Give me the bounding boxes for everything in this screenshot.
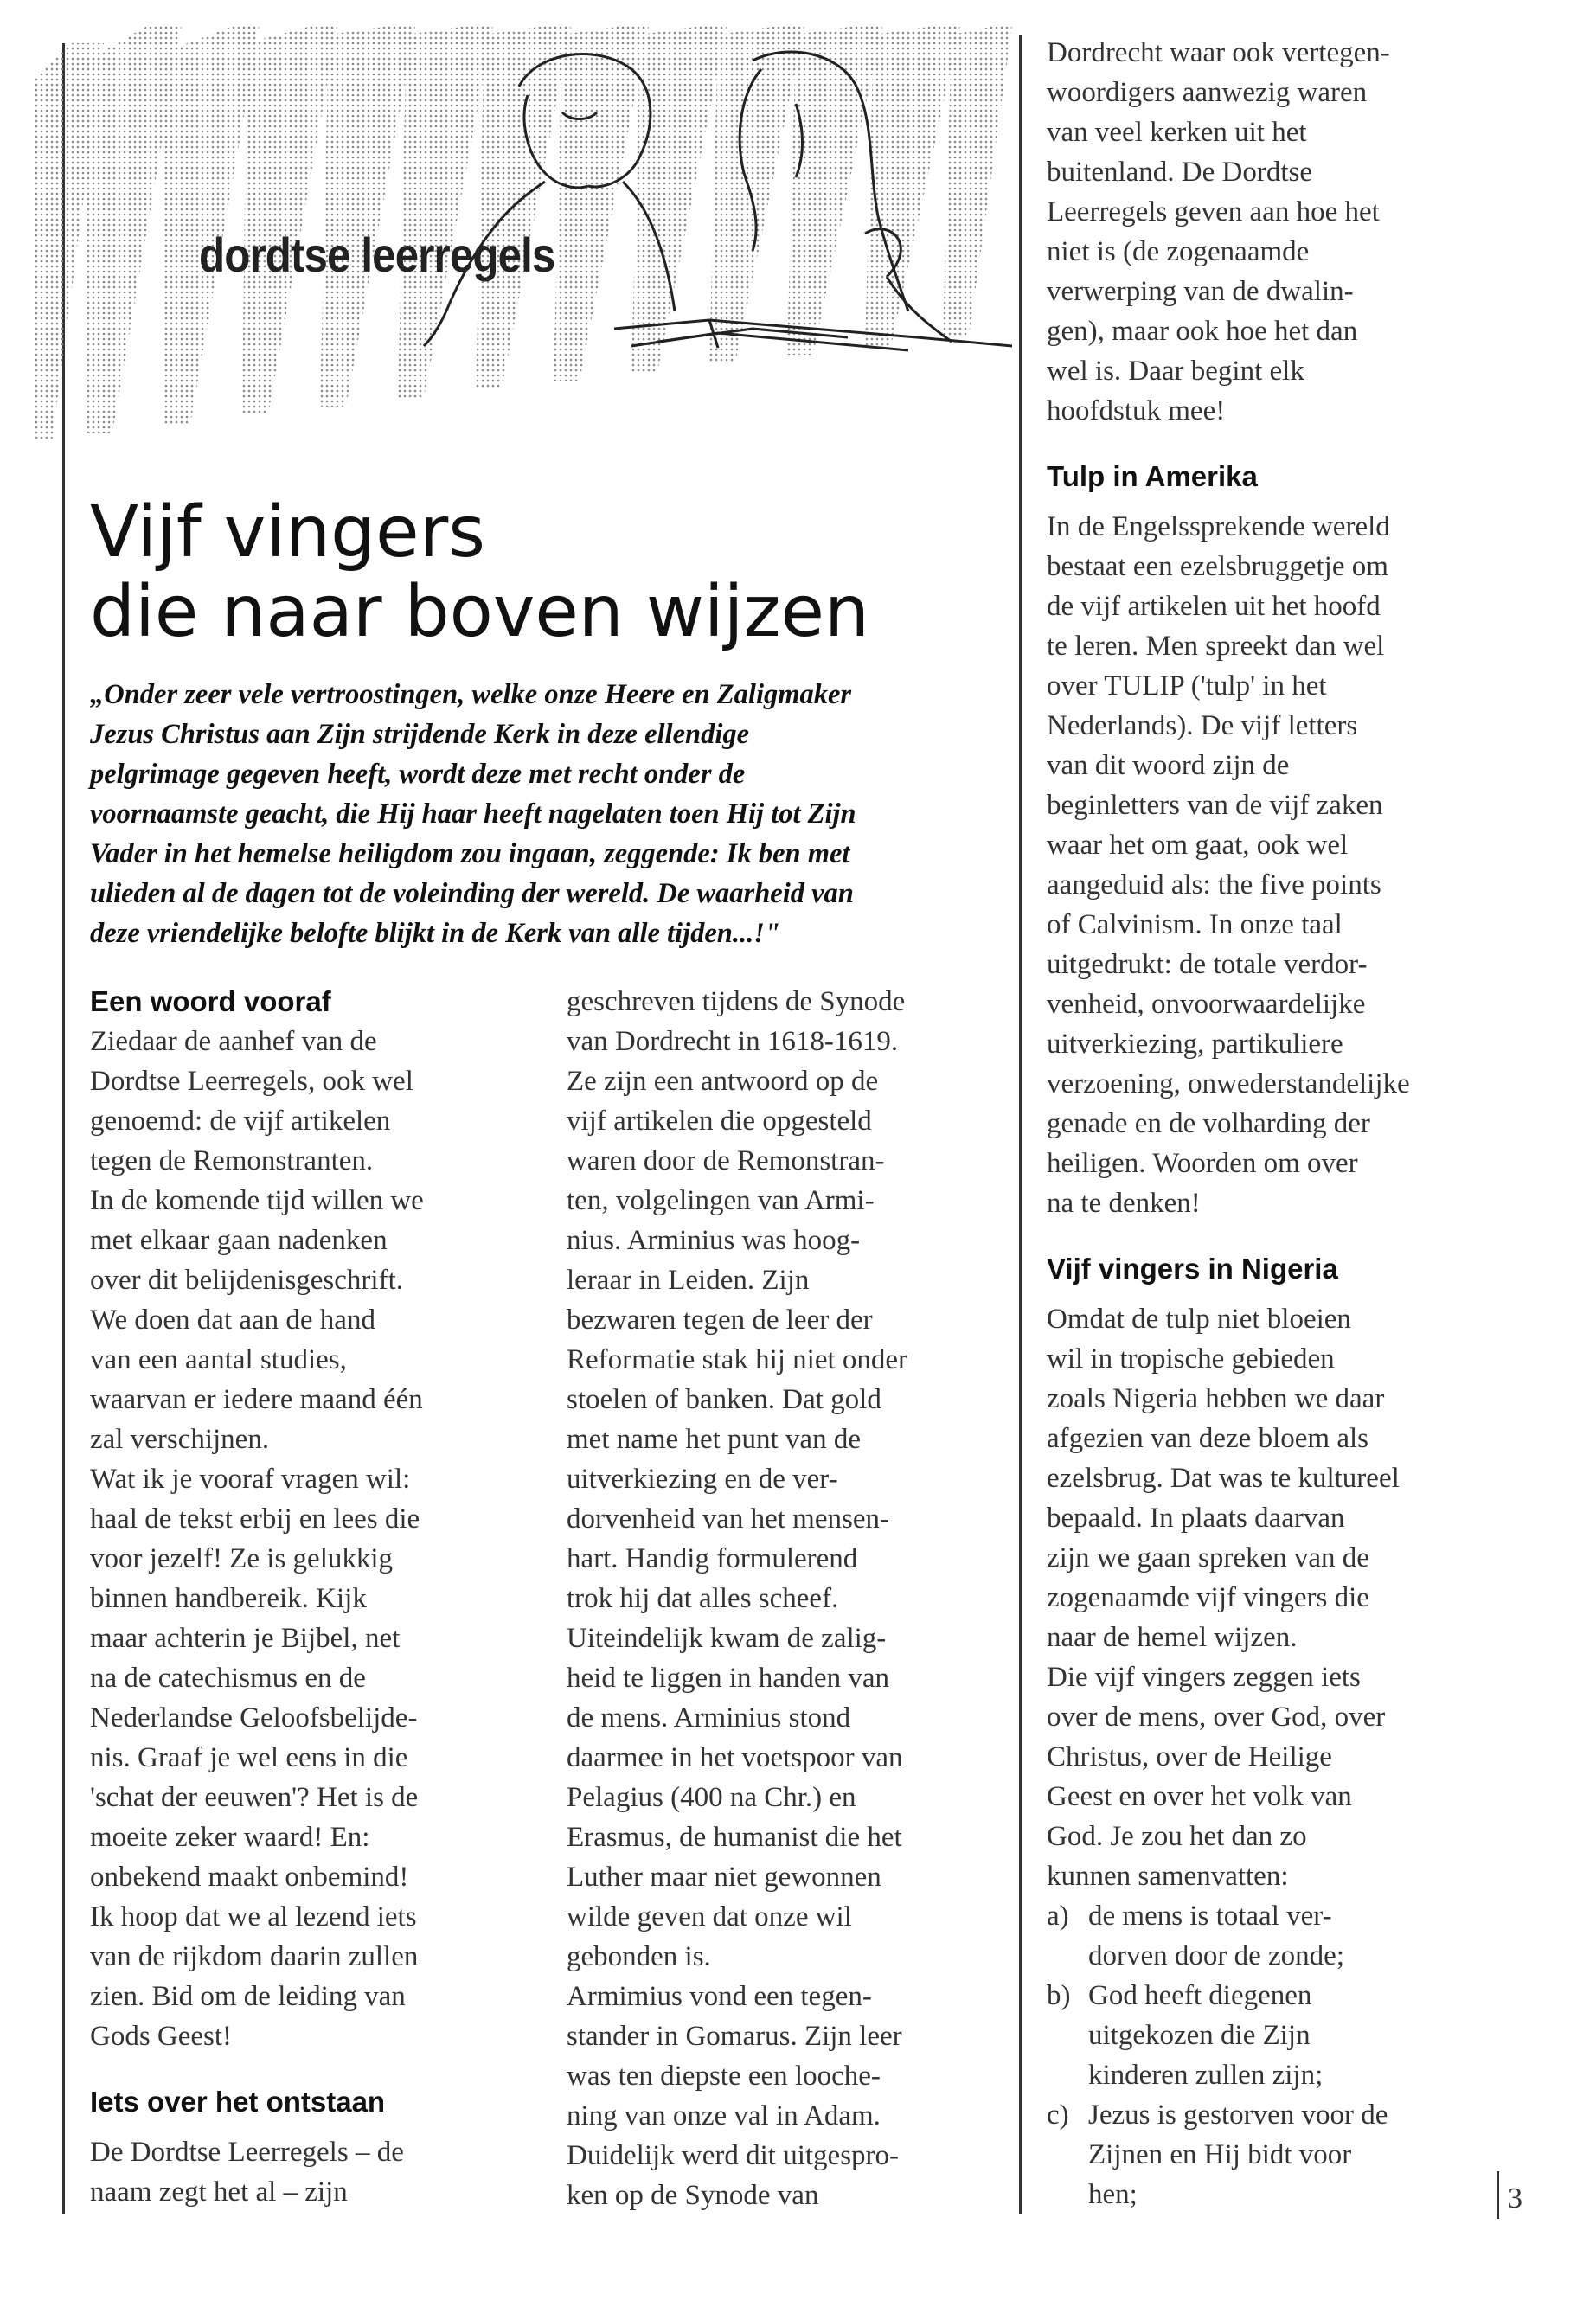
title-line-1: Vijf vingers <box>90 491 486 574</box>
text-line: We doen dat aan de hand <box>90 1304 375 1336</box>
list-item-text: uitgekozen die Zijn <box>1088 2020 1311 2051</box>
text-line: God. Je zou het dan zo <box>1047 1821 1307 1852</box>
text-line: wel is. Daar begint elk <box>1047 356 1304 387</box>
text-line: Gods Geest! <box>90 2021 233 2052</box>
text-line: hart. Handig formulerend <box>567 1543 858 1574</box>
text-line: afgezien van deze bloem als <box>1047 1423 1368 1454</box>
text-line: over de mens, over God, over <box>1047 1702 1386 1733</box>
text-line: Christus, over de Heilige <box>1047 1741 1332 1772</box>
lede-line: „Onder zeer vele vertroostingen, welke onze Heere en Zaligmaker <box>90 679 852 710</box>
text-line: dorvenheid van het mensen- <box>567 1503 889 1535</box>
text-line: In de Engelssprekende wereld <box>1047 511 1390 542</box>
text-line: nis. Graaf je wel eens in die <box>90 1742 408 1773</box>
text-line: De Dordtse Leerregels – de <box>90 2137 404 2168</box>
text-line: Leerregels geven aan hoe het <box>1047 196 1380 228</box>
text-line: kunnen samenvatten: <box>1047 1861 1289 1892</box>
list-item-text: de mens is totaal ver- <box>1088 1900 1332 1932</box>
text-line: met name het punt van de <box>567 1424 861 1455</box>
list-item-text: dorven door de zonde; <box>1088 1940 1344 1971</box>
text-line: In de komende tijd willen we <box>90 1185 424 1216</box>
text-line: niet is (de zogenaamde <box>1047 236 1310 267</box>
text-line: nius. Arminius was hoog- <box>567 1225 861 1256</box>
text-line: waar het om gaat, ook wel <box>1047 830 1349 861</box>
text-line: Omdat de tulp niet bloeien <box>1047 1304 1351 1335</box>
text-line: Armimius vond een tegen- <box>567 1981 872 2012</box>
text-line: ten, volgelingen van Armi- <box>567 1185 875 1216</box>
text-line: de vijf artikelen uit het hoofd <box>1047 591 1381 622</box>
text-line: van dit woord zijn de <box>1047 750 1290 781</box>
text-line: naar de hemel wijzen. <box>1047 1622 1298 1653</box>
text-line: zal verschijnen. <box>90 1424 270 1455</box>
page-number: 3 <box>1508 2182 1522 2214</box>
list-item-text: kinderen zullen zijn; <box>1088 2060 1324 2091</box>
list-marker: a) <box>1047 1900 1069 1932</box>
text-line: maar achterin je Bijbel, net <box>90 1623 401 1654</box>
text-line: gen), maar ook hoe het dan <box>1047 316 1358 347</box>
title-line-2: die naar boven wijzen <box>90 571 869 653</box>
list-item-text: Zijnen en Hij bidt voor <box>1088 2139 1352 2170</box>
text-line: hoofdstuk mee! <box>1047 395 1226 426</box>
list-item-text: hen; <box>1088 2179 1138 2210</box>
list-marker: b) <box>1047 1980 1071 2011</box>
heading-een-woord-vooraf: Een woord vooraf <box>90 985 331 1017</box>
column-c <box>1047 33 1479 2214</box>
text-line: bepaald. In plaats daarvan <box>1047 1503 1345 1534</box>
text-line: van Dordrecht in 1618-1619. <box>567 1026 899 1057</box>
text-line: van veel kerken uit het <box>1047 117 1307 148</box>
text-line: bezwaren tegen de leer der <box>567 1304 873 1336</box>
text-line: ezelsbrug. Dat was te kultureel <box>1047 1463 1400 1494</box>
section-vijf-vingers-in-nigeria <box>1047 1299 1479 1896</box>
text-line: zijn we gaan spreken van de <box>1047 1542 1369 1574</box>
text-line: beginletters van de vijf zaken <box>1047 790 1383 821</box>
lede-line: ulieden al de dagen tot de voleinding der wereld. De waarheid van <box>90 878 854 909</box>
list-item-text: God heeft diegenen <box>1088 1980 1312 2011</box>
text-line: van een aantal studies, <box>90 1344 347 1375</box>
text-line: waarvan er iedere maand één <box>90 1384 423 1415</box>
list-item <box>1047 2016 1479 2055</box>
text-line: stoelen of banken. Dat gold <box>567 1384 881 1415</box>
text-line: was ten diepste een looche- <box>567 2061 881 2092</box>
text-line: Luther maar niet gewonnen <box>567 1862 881 1893</box>
text-line: genoemd: de vijf artikelen <box>90 1106 391 1137</box>
text-line: gebonden is. <box>567 1941 711 1972</box>
text-line: na te denken! <box>1047 1188 1201 1219</box>
lede-line: Jezus Christus aan Zijn strijdende Kerk in deze ellendige <box>90 719 750 750</box>
text-line: met elkaar gaan nadenken <box>90 1225 388 1256</box>
list-item <box>1047 2095 1479 2135</box>
text-line: zogenaamde vijf vingers die <box>1047 1582 1369 1613</box>
text-line: vijf artikelen die opgesteld <box>567 1106 872 1137</box>
lede-line: Vader in het hemelse heiligdom zou ingaan, zeggende: Ik ben met <box>90 838 850 869</box>
column-a <box>90 982 522 2212</box>
text-line: heiligen. Woorden om over <box>1047 1148 1358 1179</box>
text-line: waren door de Remonstran- <box>567 1145 885 1176</box>
section-tulp-in-amerika <box>1047 507 1479 1223</box>
text-line: wilde geven dat onze wil <box>567 1901 852 1932</box>
text-line: aangeduid als: the five points <box>1047 869 1381 901</box>
section-een-woord-vooraf <box>90 1022 522 2056</box>
column-b <box>567 982 1008 2215</box>
text-line: trok hij dat alles scheef. <box>567 1583 839 1614</box>
heading-tulp-in-amerika: Tulp in Amerika <box>1047 460 1258 492</box>
text-line: stander in Gomarus. Zijn leer <box>567 2021 902 2052</box>
list-item <box>1047 2055 1479 2095</box>
text-line: van de rijkdom daarin zullen <box>90 1941 419 1972</box>
text-line: haal de tekst erbij en lees die <box>90 1503 420 1535</box>
text-line: uitverkiezing, partikuliere <box>1047 1029 1343 1060</box>
text-line: venheid, onvoorwaardelijke <box>1047 989 1366 1020</box>
text-line: leraar in Leiden. Zijn <box>567 1265 810 1296</box>
text-line: Pelagius (400 na Chr.) en <box>567 1782 856 1813</box>
list-item <box>1047 1896 1479 1936</box>
text-line: Nederlands). De vijf letters <box>1047 710 1358 741</box>
text-line: Wat ik je vooraf vragen wil: <box>90 1464 411 1495</box>
text-line: over dit belijdenisgeschrift. <box>90 1265 403 1296</box>
text-line: voor jezelf! Ze is gelukkig <box>90 1543 394 1574</box>
text-line: woordigers aanwezig waren <box>1047 77 1368 108</box>
text-line: moeite zeker waard! En: <box>90 1822 370 1853</box>
heading-iets-over-het-ontstaan: Iets over het ontstaan <box>90 2086 386 2118</box>
text-line: te leren. Men spreekt dan wel <box>1047 631 1385 662</box>
text-line: ken op de Synode van <box>567 2180 819 2211</box>
text-line: binnen handbereik. Kijk <box>90 1583 367 1614</box>
text-line: of Calvinism. In onze taal <box>1047 909 1343 940</box>
text-line: zien. Bid om de leiding van <box>90 1981 406 2012</box>
text-line: heid te liggen in handen van <box>567 1663 889 1694</box>
text-line: genade en de volharding der <box>1047 1108 1370 1139</box>
header-label: dordtse leerregels <box>199 228 555 282</box>
text-line: Erasmus, de humanist die het <box>567 1822 902 1853</box>
text-line: Reformatie stak hij niet onder <box>567 1344 908 1375</box>
list-item <box>1047 2135 1479 2175</box>
text-line: Uiteindelijk kwam de zalig- <box>567 1623 887 1654</box>
column-rule-2 <box>1497 2171 1499 2219</box>
text-line: 'schat der eeuwen'? Het is de <box>90 1782 419 1813</box>
text-line: tegen de Remonstranten. <box>90 1145 374 1176</box>
text-line: Duidelijk werd dit uitgespro- <box>567 2140 900 2171</box>
lede-line: pelgrimage gegeven heeft, wordt deze met recht onder de <box>90 759 746 790</box>
list-item <box>1047 2175 1479 2214</box>
text-line: na de catechismus en de <box>90 1663 366 1694</box>
text-line: Ziedaar de aanhef van de <box>90 1026 377 1057</box>
text-line: zoals Nigeria hebben we daar <box>1047 1383 1385 1414</box>
lede-line: voornaamste geacht, die Hij haar heeft nagelaten toen Hij tot Zijn <box>90 798 856 830</box>
lede <box>90 675 1007 953</box>
text-line: de mens. Arminius stond <box>567 1702 851 1734</box>
text-line: Ik hoop dat we al lezend iets <box>90 1901 417 1932</box>
section-iets-over-het-ontstaan <box>90 2132 522 2212</box>
summary-list <box>1047 1896 1479 2214</box>
text-line: Die vijf vingers zeggen iets <box>1047 1662 1361 1693</box>
text-line: daarmee in het voetspoor van <box>567 1742 903 1773</box>
text-line: uitverkiezing en de ver- <box>567 1464 838 1495</box>
text-line: buitenland. De Dordtse <box>1047 157 1313 188</box>
text-line: onbekend maakt onbemind! <box>90 1862 409 1893</box>
text-line: bestaat een ezelsbruggetje om <box>1047 551 1388 582</box>
text-line: uitgedrukt: de totale verdor- <box>1047 949 1368 980</box>
text-line: over TULIP ('tulp' in het <box>1047 670 1327 702</box>
lede-line: deze vriendelijke belofte blijkt in de Kerk van alle tijden...!" <box>90 918 780 949</box>
text-line: naam zegt het al – zijn <box>90 2176 348 2208</box>
text-line: wil in tropische gebieden <box>1047 1343 1335 1375</box>
article-title <box>90 493 869 652</box>
text-line: Nederlandse Geloofsbelijde- <box>90 1702 418 1734</box>
list-item <box>1047 1936 1479 1976</box>
section-ontstaan-continued <box>567 982 1008 2215</box>
text-line: Ze zijn een antwoord op de <box>567 1066 879 1097</box>
list-marker: c) <box>1047 2099 1069 2131</box>
text-line: geschreven tijdens de Synode <box>567 986 906 1017</box>
text-line: verwerping van de dwalin- <box>1047 276 1354 307</box>
text-line: Geest en over het volk van <box>1047 1781 1352 1812</box>
list-item-text: Jezus is gestorven voor de <box>1088 2099 1388 2131</box>
text-line: verzoening, onwederstandelijke <box>1047 1068 1410 1099</box>
list-item <box>1047 1976 1479 2016</box>
heading-vijf-vingers-in-nigeria: Vijf vingers in Nigeria <box>1047 1253 1338 1285</box>
section-dordrecht-continued <box>1047 33 1479 431</box>
text-line: Dordtse Leerregels, ook wel <box>90 1066 413 1097</box>
text-line: Dordrecht waar ook vertegen- <box>1047 37 1390 68</box>
text-line: ning van onze val in Adam. <box>567 2100 881 2131</box>
